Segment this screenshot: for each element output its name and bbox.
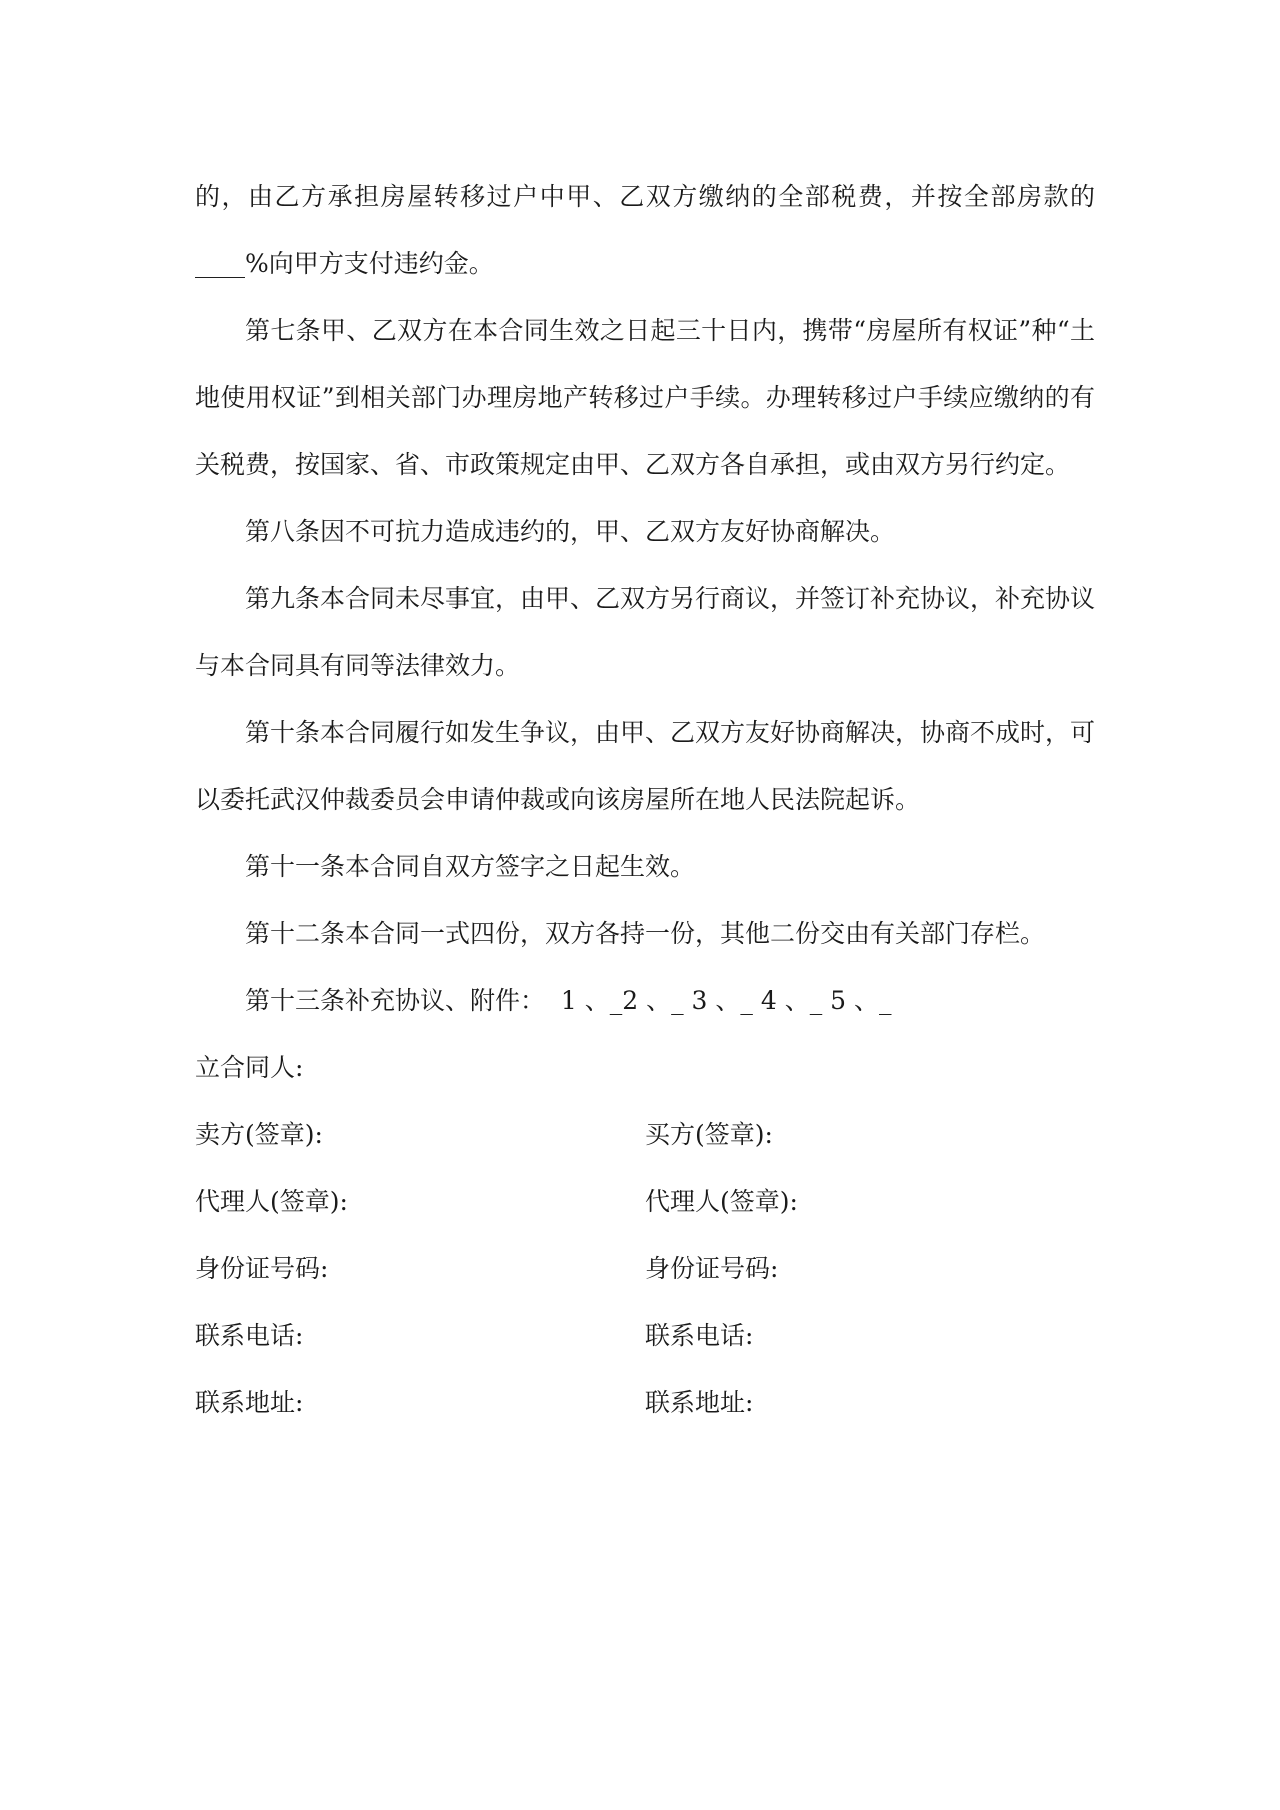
paragraph-article-9: 第九条本合同未尽事宜，由甲、乙双方另行商议，并签订补充协议，补充协议与本合同具有同等法律效力。 bbox=[195, 584, 1096, 680]
seller-phone-label: 联系电话: bbox=[195, 1321, 304, 1350]
buyer-address-label: 联系地址: bbox=[645, 1388, 754, 1417]
buyer-agent-label: 代理人(签章): bbox=[645, 1187, 798, 1216]
paragraph-article-13: 第十三条补充协议、附件： 1 、_2 、_ 3 、_ 4 、_ 5 、_ bbox=[245, 986, 892, 1015]
paragraph-article-8: 第八条因不可抗力造成违约的，甲、乙双方友好协商解决。 bbox=[245, 517, 896, 546]
paragraph-article-10: 第十条本合同履行如发生争议，由甲、乙双方友好协商解决，协商不成时，可以委托武汉仲裁委员会申请仲裁或向该房屋所在地人民法院起诉。 bbox=[195, 718, 1096, 814]
seller-agent-label: 代理人(签章): bbox=[195, 1187, 348, 1216]
paragraph-penalty-clause: 的，由乙方承担房屋转移过户中甲、乙双方缴纳的全部税费，并按全部房款的____%向甲方支付违约金。 bbox=[195, 182, 1095, 278]
buyer-phone-label: 联系电话: bbox=[645, 1321, 754, 1350]
document-body bbox=[195, 163, 1095, 1436]
paragraph-article-12: 第十二条本合同一式四份，双方各持一份，其他二份交由有关部门存栏。 bbox=[245, 919, 1046, 948]
signature-row-id bbox=[195, 1235, 1095, 1302]
seller-seal-label: 卖方(签章): bbox=[195, 1120, 323, 1149]
buyer-seal-label: 买方(签章): bbox=[645, 1120, 773, 1149]
signature-row-phone bbox=[195, 1302, 1095, 1369]
signature-row-agent bbox=[195, 1168, 1095, 1235]
seller-id-label: 身份证号码: bbox=[195, 1254, 329, 1283]
seller-address-label: 联系地址: bbox=[195, 1388, 304, 1417]
signature-row-seal bbox=[195, 1101, 1095, 1168]
paragraph-article-7: 第七条甲、乙双方在本合同生效之日起三十日内，携带“房屋所有权证”种“土地使用权证”到相关部门办理房地产转移过户手续。办理转移过户手续应缴纳的有关税费，按国家、省、市政策规定由甲、乙双方各自承担，或由双方另行约定。 bbox=[195, 316, 1095, 479]
paragraph-article-11: 第十一条本合同自双方签字之日起生效。 bbox=[245, 852, 696, 881]
signature-row-address bbox=[195, 1369, 1095, 1436]
buyer-id-label: 身份证号码: bbox=[645, 1254, 779, 1283]
signatories-label: 立合同人: bbox=[195, 1053, 304, 1082]
